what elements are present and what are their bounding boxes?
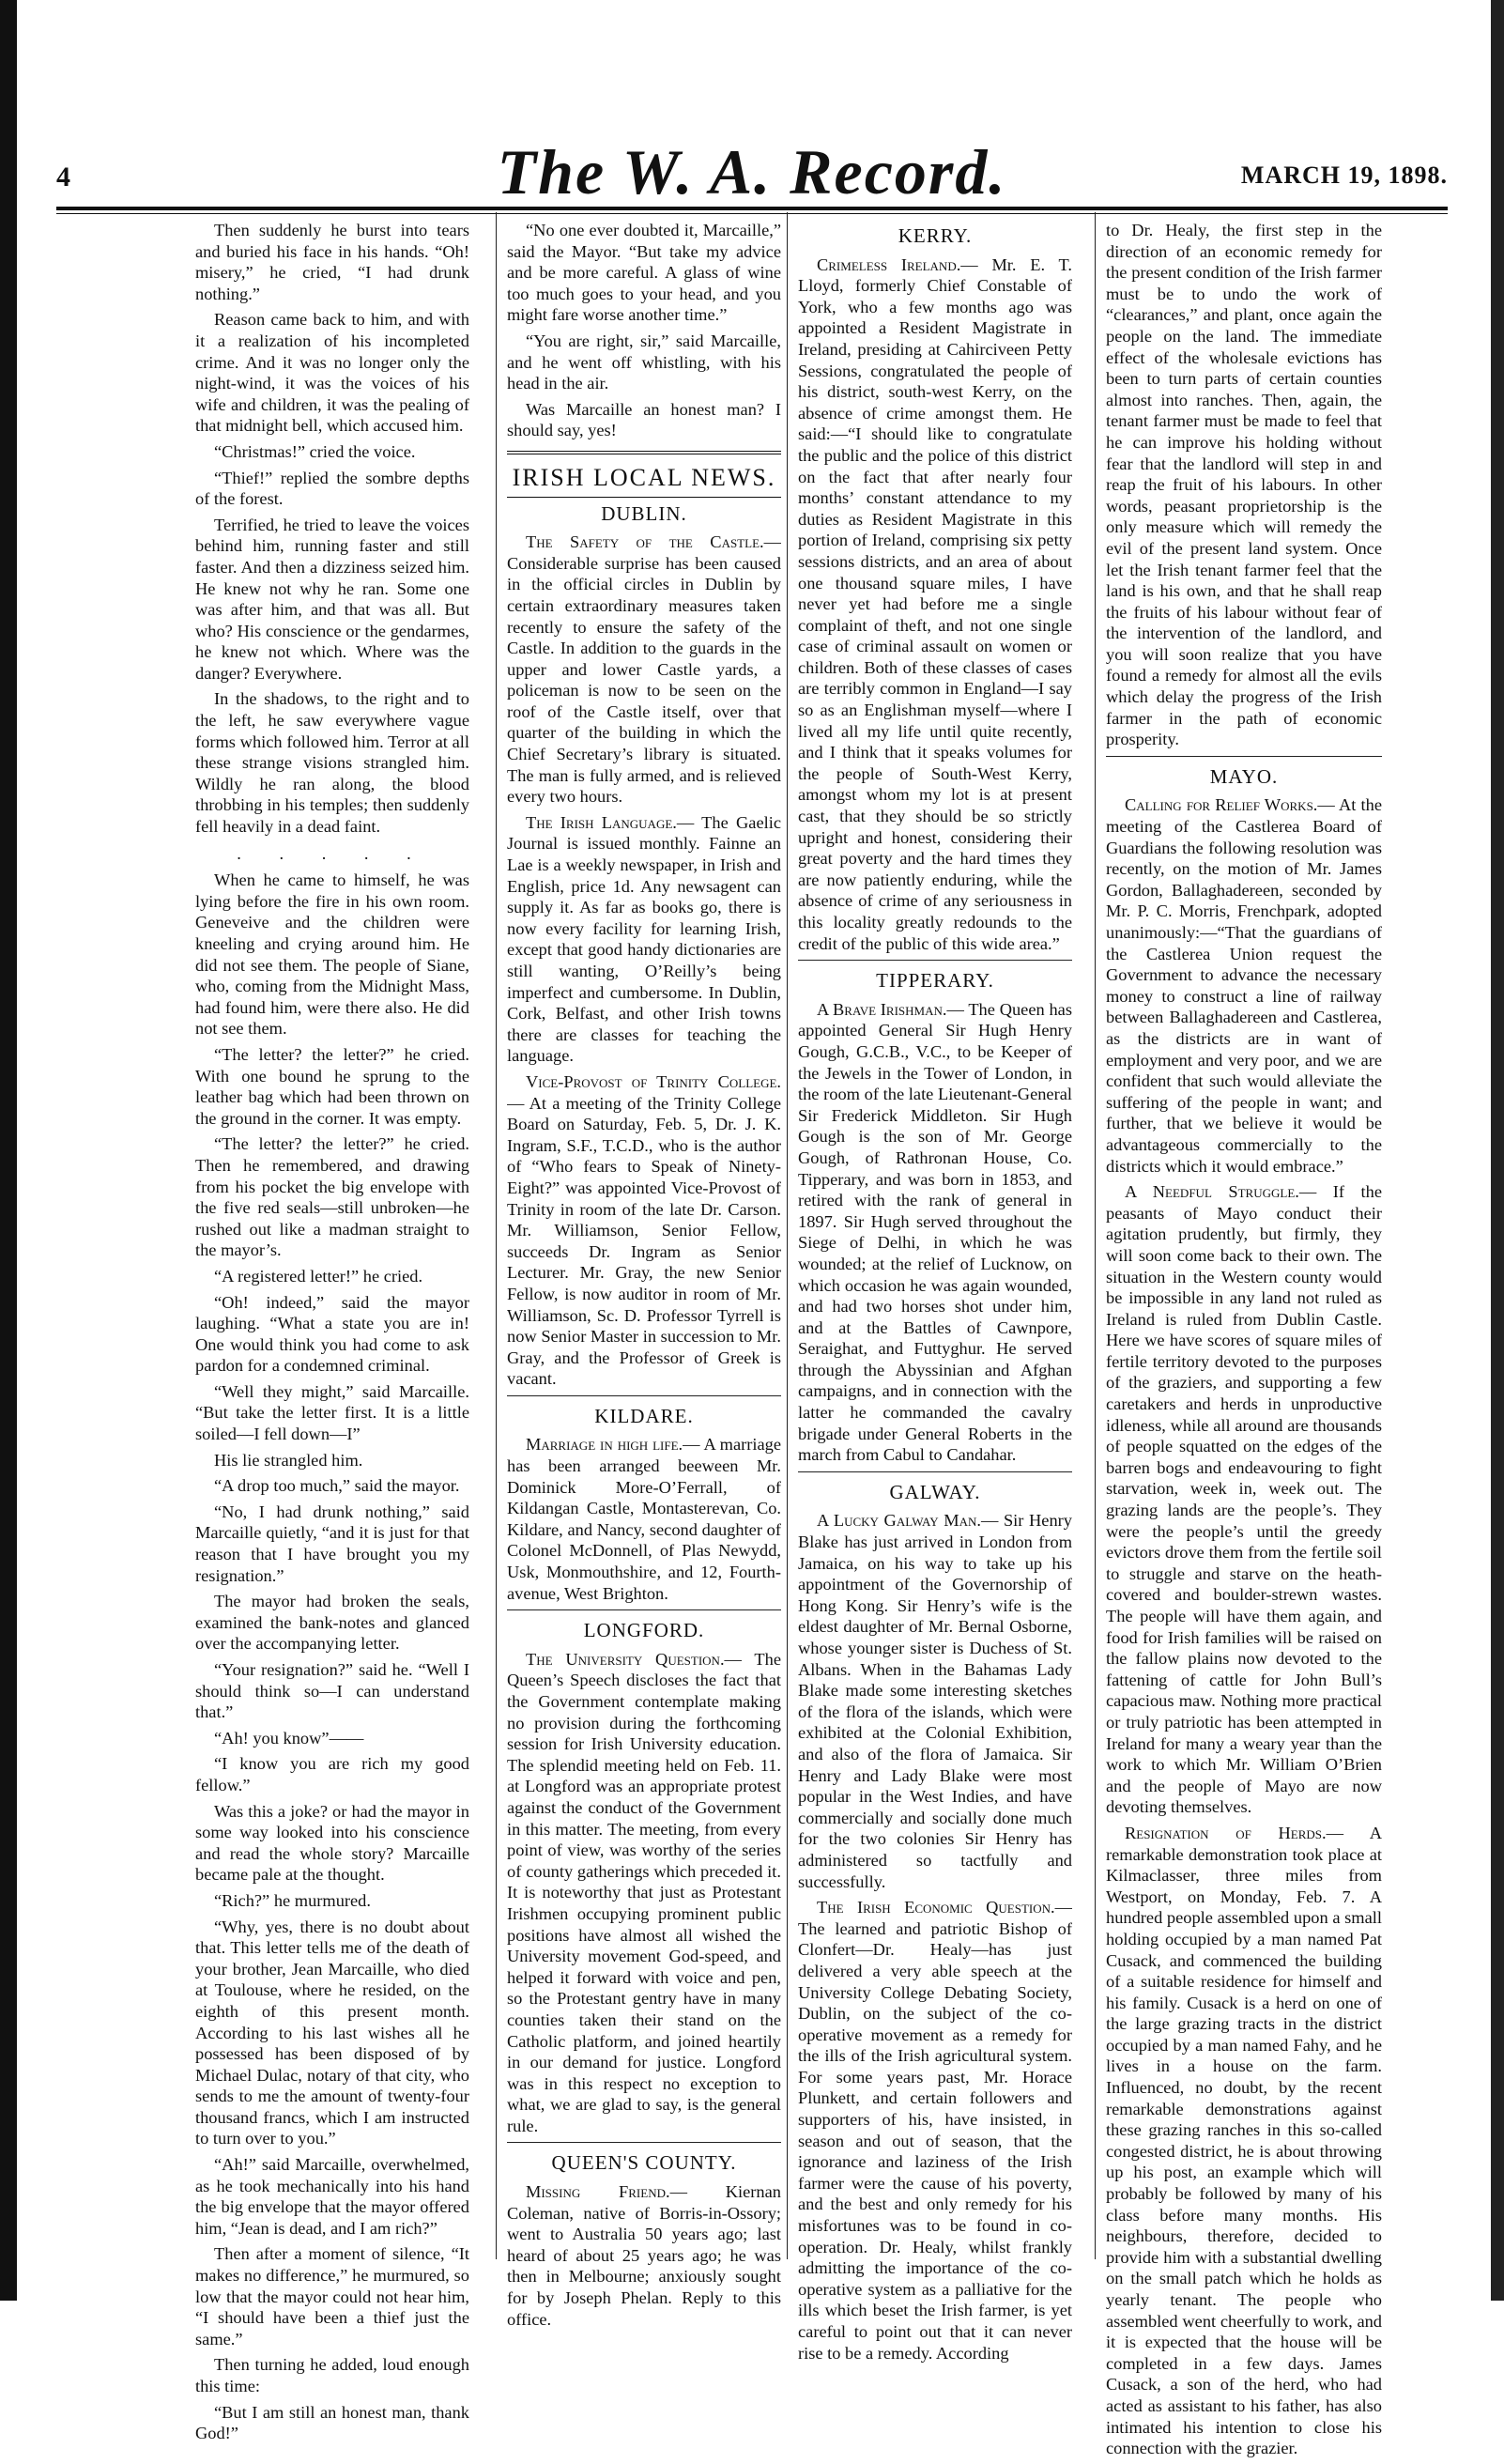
column-divider	[787, 212, 788, 2259]
section-queens-county	[507, 2142, 781, 2330]
paragraph: In the shadows, to the right and to the left, he saw everywhere vague forms which followed him. Terror at all these strange visions strangled him. Wildly he ran along, the blood throbbing in his temples; then suddenly fell heavily in a dead faint.	[195, 689, 469, 837]
story-conclusion	[507, 220, 781, 441]
paragraph: Then after a moment of silence, “It makes no difference,” he murmured, so low that the mayor could not hear him, “I should have been a thief just the same.”	[195, 2244, 469, 2348]
left-binding-edge	[0, 0, 17, 2301]
column-divider	[496, 212, 497, 2259]
paragraph: “Oh! indeed,” said the mayor laughing. “What a state you are in! One would think you had come to ask pardon for a condemned criminal.	[195, 1292, 469, 1376]
news-item-body: If the peasants of Mayo conduct their agitation prudently, but firmly, they will soon come back to their own. The situation in the Western county would be impossible in any land not ruled as Ireland is ruled from Dublin Castle. Here we have scores of square miles of fertile territory devoted to the purposes of the graziers, and supporting a few caretakers and herds in unproductive idleness, while all around are thousands of people squatted on the edges of the barren bogs and endeavouring to fight starvation, week in, week out. The grazing lands are the people’s. They were the people’s until the greedy evictors drove them from the fertile soil to struggle and starve on the heath-covered and boulder-strewn wastes. The people will have them again, and food for Irish families will be raised on the fallow plains now devoted to the fattening of cattle for John Bull’s capacious maw. Nothing more practical or truly patriotic has been attempted in Ireland for many a weary year than the work to which Mr. William O’Brien and the people of Mayo are now devoting themselves.	[1106, 1182, 1382, 1817]
paragraph: “Thief!” replied the sombre depths of the forest.	[195, 468, 469, 509]
paragraph: “No one ever doubted it, Marcaille,” said the Mayor. “But take my advice and be more careful. A glass of wine too much goes to your head, and you might fare worse another time.”	[507, 221, 781, 325]
column-divider	[1095, 212, 1096, 2259]
section-kerry	[798, 225, 1072, 954]
news-item	[798, 999, 1072, 1466]
issue-date: MARCH 19, 1898.	[1240, 162, 1448, 189]
paragraph: “Rich?” he murmured.	[214, 1890, 371, 1910]
paragraph: Reason came back to him, and with it a realization of his incompleted crime. And it was no longer only the night-wind, it was the voices of his wife and children, it was the pealing of that midnight bell, which accused him.	[195, 310, 469, 436]
news-item	[507, 1071, 781, 1390]
news-item-headline: The Irish Economic Question.—	[817, 1898, 1072, 1917]
news-item-body: Considerable surprise has been caused in the official circles in Dublin by certain extraordinary measures taken recently to ensure the safety of the Castle. In addition to the guards in the upper and lower Castle yards, a policeman is now to be seen on the roof of the Castle itself, over that quarter of the building in which the Chief Secretary’s library is situated. The man is fully armed, and is relieved every two hours.	[507, 553, 781, 807]
paragraph: “Why, yes, there is no doubt about that. This letter tells me of the death of your brother, Jean Marcaille, who died at Toulouse, where he resided, on the eighth of this present month. According to his last wishes all he possessed has been disposed of by Michael Dulac, notary of that city, who sends to me the amount of twenty-four thousand francs, which I am instructed to turn over to you.”	[195, 1917, 469, 2148]
news-item-headline: Marriage in high life.—	[526, 1435, 700, 1455]
news-item-body: The Gaelic Journal is issued monthly. Fainne an Lae is a weekly newspaper, in Irish and English, price 1d. Any newsagent can supply it. As far as books go, there is now every facility for learning Irish, except that good handy dictionaries are still wanting, O’Reilly’s being imperfect and cumbersome. In Dublin, Cork, Belfast, and other Irish towns there are classes for teaching the language.	[507, 812, 781, 1066]
paragraph: “A registered letter!” he cried.	[214, 1266, 423, 1286]
section-mayo	[1106, 756, 1382, 2459]
news-item-body: At the meeting of the Castlerea Board of Guardians the following resolution was recently, on the motion of Mr. James Gordon, Ballaghadereen, seconded by Mr. P. C. Morris, Frenchpark, adopted unanimously:—“That the guardians of the Castlerea Union request the Government to advance the necessary money to construct a line of railway between Ballaghadereen and Castlerea, as the districts are in want of employment and very poor, and we are confident that such would alleviate the suffering of the people in want; and further, that we believe it would be advantageous commercially to the districts which it would embrace.”	[1106, 795, 1382, 1176]
column-2	[507, 220, 781, 2334]
paragraph: “Ah! you know”——	[214, 1728, 364, 1748]
paragraph: When he came to himself, he was lying before the fire in his own room. Geneveive and the children were kneeling and crying around him. He did not see them. The people of Siane, who, coming from the Midnight Mass, had found him, were there also. He did not see them.	[195, 870, 469, 1039]
newspaper-title: The W. A. Record.	[497, 136, 1007, 208]
section-heading: GALWAY.	[798, 1471, 1072, 1503]
news-item	[507, 812, 781, 1067]
news-item-body: Kiernan Coleman, native of Borris-in-Ossory; went to Australia 50 years ago; last heard of about 25 years ago; he was then in Melbourne; anxiously sought for by Joseph Phelan. Reply to this office.	[507, 2182, 781, 2329]
news-item	[1106, 1823, 1382, 2459]
section-heading-irish-local-news: IRISH LOCAL NEWS.	[507, 451, 781, 498]
section-dublin	[507, 503, 781, 1390]
paragraph: “Ah!” said Marcaille, overwhelmed, as he took mechanically into his hand the big envelope that the mayor offered him, “Jean is dead, and I am rich?”	[195, 2155, 469, 2238]
news-item-headline: Crimeless Ireland.—	[817, 254, 978, 274]
section-heading: DUBLIN.	[601, 501, 687, 525]
paragraph: “The letter? the letter?” he cried. With one bound he sprung to the leather bag which had been thrown on the ground in the corner. It was empty.	[195, 1044, 469, 1128]
paragraph: “No, I had drunk nothing,” said Marcaille quietly, “and it is just for that reason that I have brought you my resignation.”	[195, 1502, 469, 1585]
news-item	[507, 1434, 781, 1604]
section-heading: MAYO.	[1106, 756, 1382, 788]
news-item-body: The Queen has appointed General Sir Hugh Henry Gough, G.C.B., V.C., to be Keeper of the Jewels in the Tower of London, in the room of the late Lieutenant-General Sir Frederick Middleton. Sir Hugh Gough is the son of Mr. George Gough, of Rathronan House, Co. Tipperary, and was born in 1853, and retired with the rank of general in 1897. Sir Hugh served throughout the Siege of Delhi, in which he was wounded; at the relief of Lucknow, on which occasion he was again wounded, and had two horses shot under him, and at the Battles of Cawnpore, Seraighat, and Futtyghur. He served through the Abyssinian and Afghan campaigns, and in connection with the latter he commanded the cavalry brigade under General Roberts in the march from Cabul to Candahar.	[798, 999, 1072, 1465]
masthead-rule	[56, 207, 1448, 214]
news-item	[507, 2181, 781, 2330]
paragraph: “But I am still an honest man, thank God!”	[195, 2402, 469, 2443]
news-item	[1106, 1181, 1382, 1818]
paragraph: “Well they might,” said Marcaille. “But take the letter first. It is a little soiled—I fell down—I”	[195, 1381, 469, 1444]
news-item-body: The learned and patriotic Bishop of Clonfert—Dr. Healy—has just delivered a very able speech at the University College Debating Society, Dublin, on the subject of the co-operative movement as a remedy for the ills of the Irish agricultural system. For some years past, Mr. Horace Plunkett, and certain followers and supporters of his, have insisted, in season and out of season, that the ignorance and laziness of the Irish farmer were the cause of his poverty, and the best and only remedy for his misfortunes was to be found in co-operation. Dr. Healy, whilst frankly admitting the importance of the co-operative system as a palliative for the ills which beset the Irish farmer, is yet careful to point out that it can never rise to be a remedy. According	[798, 1918, 1072, 2363]
news-item-headline: A Lucky Galway Man.—	[817, 1511, 999, 1531]
news-item-body: At a meeting of the Trinity College Board on Saturday, Feb. 5, Dr. J. K. Ingram, S.F., T.C.D., who is the author of “Who fears to Speak of Ninety-Eight?” was appointed Vice-Provost of Trinity in room of the late Dr. Carson. Mr. Williamson, Senior Fellow, succeeds Dr. Ingram as Senior Lecturer. Mr. Gray, the new Senior Fellow, is now auditor in room of Mr. Williamson, Sc. D. Professor Tyrrell is now Senior Master in succession to Mr. Gray, and the Professor of Greek is vacant.	[507, 1093, 781, 1389]
masthead	[56, 136, 1448, 208]
section-galway	[798, 1471, 1072, 2364]
news-item	[507, 1649, 781, 2137]
section-longford	[507, 1609, 781, 2136]
news-item-headline: Missing Friend.—	[526, 2182, 687, 2202]
news-item-headline: A Needful Struggle.—	[1125, 1182, 1317, 1202]
column-4	[1106, 220, 1382, 2464]
section-tipperary	[798, 960, 1072, 1466]
news-item	[798, 254, 1072, 955]
paragraph: His lie strangled him.	[214, 1450, 363, 1470]
news-item-headline: Calling for Relief Works.—	[1125, 795, 1335, 815]
section-break-dots: . . . . .	[237, 843, 428, 863]
news-item	[507, 531, 781, 808]
news-item-body: Mr. E. T. Lloyd, formerly Chief Constable of York, who a few months ago was appointed a Resident Magistrate in Ireland, presiding at Cahirciveen Petty Sessions, congratulated the people of his district, south-west Kerry, on the absence of crime amongst them. He said:—“I should like to congratulate the public and the police of this district on the fact that after nearly four months’ constant attendance to my duties as Resident Magistrate in this portion of Ireland, comprising six petty sessions districts, and an area of about one thousand square miles, I have never yet had before me a single complaint of theft, and not one single case of criminal assault on women or children. Both of these classes of cases are terribly common in England—I say so as an Englishman myself—where I lived all my life until quite recently, and I think that it speaks volumes for the people of South-West Kerry, amongst whom my lot is at present cast, that they should be so strictly upright and honest, considering their great poverty and the hard times they are now patiently enduring, while the absence of crime of any seriousness in this locality greatly redounds to the credit of the public of this wide area.”	[798, 254, 1072, 953]
news-item-body: The Queen’s Speech discloses the fact that the Government contemplate making no provision during the forthcoming session for Irish University education. The splendid meeting held on Feb. 11. at Longford was an appropriate protest against the conduct of the Government in this matter. The meeting, from every point of view, was worthy of the series of county gatherings which preceded it. It is noteworthy that just as Protestant Irishmen occupying prominent public positions have almost all wished the University movement God-speed, and helped it forward with voice and pen, so the Protestant gentry have in many counties taken their stand on the Catholic platform, and joined heartily in our demand for justice. Longford was in this respect no exception to what, we are glad to say, is the general rule.	[507, 1649, 781, 2135]
news-item-headline: Resignation of Herds.—	[1125, 1823, 1344, 1842]
column-1-story	[195, 220, 469, 2449]
news-item	[798, 1510, 1072, 1892]
news-item-body: A marriage has been arranged beeween Mr. Dominick More-O’Ferrall, of Kildangan Castle, Montasterevan, Co. Kildare, and Nancy, second daughter of Colonel McDonnell, of Plas Newydd, Usk, Monmouthshire, and 12, Fourth-avenue, West Brighton.	[507, 1435, 781, 1603]
column-3	[798, 220, 1072, 2368]
news-item-body: A remarkable demonstration took place at Kilmaclasser, three miles from Westport, on Monday, Feb. 7. A hundred people assembled upon a small holding occupied by a man named Pat Cusack, and commenced the building of a suitable residence for himself and his family. Cusack is a herd on one of the large grazing tracts in the district occupied by a man named Fahy, and he lives in a house on the farm. Influenced, no doubt, by the recent remarkable demonstrations against these grazing ranches in this so-called congested district, he is about throwing up his post, an example which will probably be followed by many of his class before many months. His neighbours, therefore, decided to provide him with a substantial dwelling on the small patch which he holds as yearly tenant. The people who assembled went cheerfully to work, and it is expected that the house will be completed in a few days. James Cusack, a son of the herd, who had acted as assistant to his father, has also intimated his intention to close his connection with the grazier.	[1106, 1823, 1382, 2458]
section-heading: KERRY.	[898, 224, 973, 247]
news-item-body: Sir Henry Blake has just arrived in London from Jamaica, on his way to take up his appointment of the Governorship of Hong Kong. Sir Henry’s wife is the eldest daughter of Mr. Bernal Osborne, whose younger sister is Duchess of St. Albans. When in the Bahamas Lady Blake made some interesting sketches of the flora of the islands, which were exhibited at the Colonial Exhibition, and also of the flora of Jamaica. Sir Henry and Lady Blake were most popular in the West Indies, and have commercially and socially done much for the two colonies Sir Henry has administered so tactfully and successfully.	[798, 1511, 1072, 1891]
news-item	[1106, 794, 1382, 1177]
paragraph: Then suddenly he burst into tears and buried his face in his hands. “Oh! misery,” he cried, “I had drunk nothing.”	[195, 221, 469, 303]
section-heading: TIPPERARY.	[798, 960, 1072, 992]
news-item-headline: Vice-Provost of Trinity College.—	[507, 1071, 781, 1113]
news-item-headline: The Safety of the Castle.—	[526, 532, 781, 552]
paragraph: Then turning he added, loud enough this time:	[195, 2355, 469, 2395]
paragraph: “You are right, sir,” said Marcaille, and he went off whistling, with his head in the air.	[507, 331, 781, 393]
paragraph: “The letter? the letter?” he cried. Then he remembered, and drawing from his pocket the big envelope with the five red seals—still unbroken—he rushed out like a madman straight to the mayor’s.	[195, 1134, 469, 1260]
news-item-headline: The Irish Language.—	[526, 812, 695, 832]
section-heading: KILDARE.	[507, 1395, 781, 1427]
news-item-headline: A Brave Irishman.—	[817, 999, 964, 1019]
news-item-headline: The University Question.—	[526, 1649, 742, 1669]
news-item	[798, 1897, 1072, 2364]
paragraph: to Dr. Healy, the first step in the direction of an economic remedy for the present condition of the Irish farmer must be to undo the work of “clearances,” and plant, once again the people on the land. The immediate effect of the wholesale evictions has been to turn parts of certain counties almost into ranches. Then, again, the tenant farmer must be made to feel that he can improve his holding without fear that the landlord will step in and reap the fruit of his labours. In other words, peasant proprietorship is the only measure which will remedy the evil of the present land system. Once let the Irish tenant farmer feel that the land is his own, and that he shall reap the fruits of his labour without fear of the intervention of the landlord, and you will soon realize that you have found a remedy for almost all the evils which delay the progress of the Irish farmer in the path of economic prosperity.	[1106, 221, 1382, 749]
paragraph: “Your resignation?” said he. “Well I should think so—I can understand that.”	[195, 1660, 469, 1722]
section-kildare	[507, 1395, 781, 1604]
paragraph: The mayor had broken the seals, examined the bank-notes and glanced over the accompanying letter.	[195, 1592, 469, 1654]
paragraph: “Christmas!” cried the voice.	[214, 441, 416, 461]
right-scan-edge	[1491, 0, 1504, 2301]
galway-continuation	[1106, 220, 1382, 750]
section-heading: QUEEN'S COUNTY.	[507, 2142, 781, 2174]
section-heading: LONGFORD.	[507, 1609, 781, 1641]
paragraph: Was Marcaille an honest man? I should say, yes!	[507, 399, 781, 440]
paragraph: Terrified, he tried to leave the voices behind him, running faster and still faster. And then a dizziness seized him. He knew not why he ran. Some one was after him, and that was all. But who? His conscience or the gendarmes, he knew not which. Where was the danger? Everywhere.	[195, 515, 469, 683]
paragraph: Was this a joke? or had the mayor in some way looked into his conscience and read the whole story? Marcaille became pale at the thought.	[195, 1801, 469, 1885]
paragraph: “I know you are rich my good fellow.”	[195, 1754, 469, 1794]
page-number: 4	[56, 162, 70, 192]
paragraph: “A drop too much,” said the mayor.	[214, 1476, 460, 1496]
